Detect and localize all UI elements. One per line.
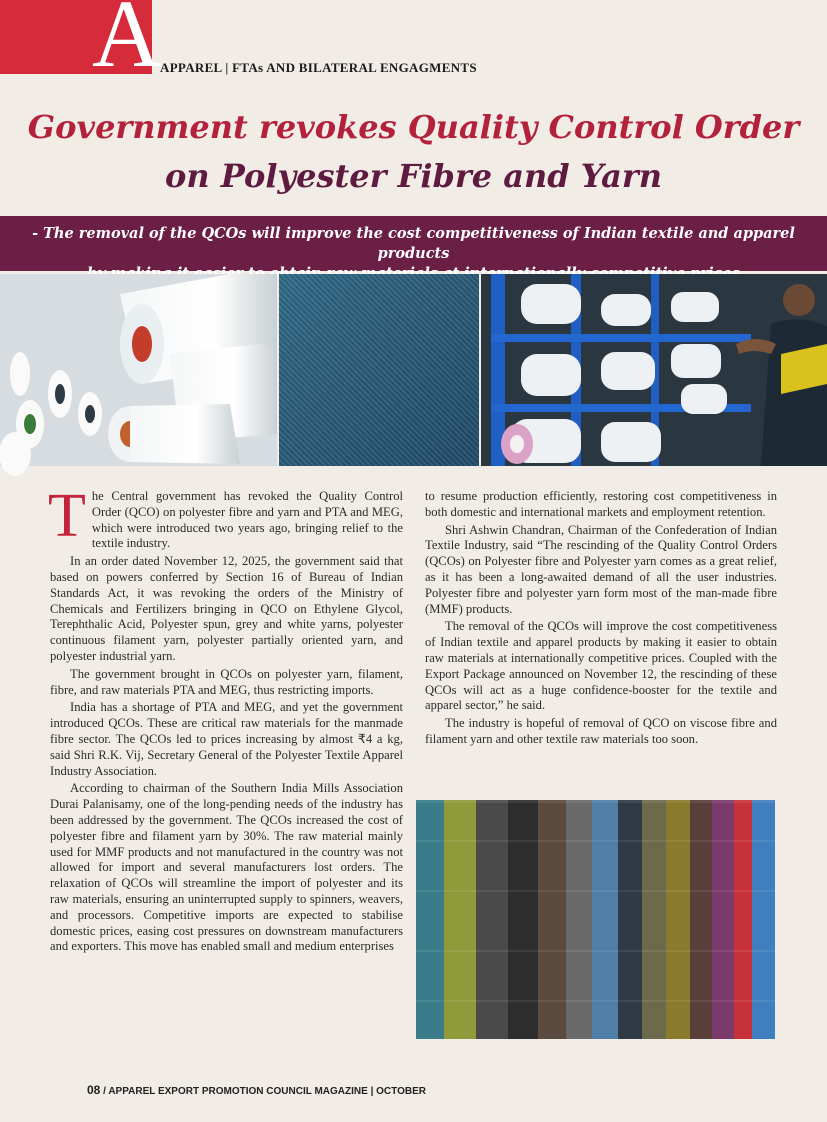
page-number: 08	[87, 1083, 101, 1097]
photo-spinning-machine	[481, 274, 827, 466]
article-paragraph-5-continued: to resume production efficiently, restoring cost competitiveness in both domestic and international markets and employment retention.	[425, 489, 777, 519]
article-paragraph-5: According to chairman of the Southern India Mills Association Durai Palanisamy, one of the long-pending needs of the industry has been addressed by the government. The QCOs increased the cost of polyester fibre and filament yarn by 30%. The raw material mainly used for MMF products and not manufactured in the country was not allowed for import and several manufacturers lost orders. The relaxation of QCOs will streamline the import of polyester and its raw materials, ensuring an uninterrupted supply to spinners, weavers, and processors. Competitive imports are expected to stabilise domestic prices, easing cost pressures on downstream manufacturers and exporters. This move has enabled small and medium enterprises	[50, 781, 403, 954]
yarn-cones-illustration	[0, 274, 277, 466]
article-paragraph-6: Shri Ashwin Chandran, Chairman of the Confederation of Indian Textile Industry, said “The rescinding of the Quality Control Orders (QCOs) on Polyester fibre and Polyester yarn comes as a great relief, as it has been a long-awaited demand of all the user industries. Polyester fibre and polyester yarn form most of the man-made fibre (MMF) products.	[425, 522, 777, 616]
headline-line-2: on Polyester Fibre and Yarn	[165, 157, 662, 195]
article-column-left	[48, 482, 403, 957]
article-paragraph-3: The government brought in QCOs on polyester yarn, filament, fibre, and raw materials PTA and MEG, thus restricting imports.	[50, 666, 403, 697]
section-tag: APPAREL | FTAs AND BILATERAL ENGAGMENTS	[160, 60, 477, 75]
article-paragraph-8: The industry is hopeful of removal of QCO on viscose fibre and filament yarn and other textile raw materials too soon.	[425, 716, 777, 746]
article-paragraph-4: India has a shortage of PTA and MEG, and yet the government introduced QCOs. These are critical raw materials for the manmade fibre sector. The QCOs led to prices increasing by almost ₹4 a kg, said Shri R.K. Vij, Secretary General of the Polyester Textile Apparel Industry Association.	[50, 700, 403, 778]
photo-yarn-cones	[0, 274, 277, 466]
headline-line-1: Government revokes Quality Control Order	[27, 108, 800, 146]
article-column-right	[425, 489, 777, 750]
article-paragraph-2: In an order dated November 12, 2025, the government said that based on powers conferred by Section 16 of Bureau of Indian Standards Act, it was revoking the orders of the Ministry of Chemicals and Fertilizers bringing in QCO on Ethylene Glycol, Terephthalic Acid, Polyester spun, grey and white yarns, polyester continuous filament yarn, polyester partially oriented yarn, and polyester industrial yarn.	[50, 554, 403, 663]
photo-fabric-rolls	[416, 800, 775, 1039]
brand-letter: A	[92, 0, 162, 87]
spinning-machine-illustration	[481, 274, 827, 466]
article-paragraph-7: The removal of the QCOs will improve the cost competitiveness of Indian textile and apparel products by making it easier to obtain raw materials at internationally competitive prices. Coupled with the Export Package announced on November 12, the rescinding of these QCOs will act as a huge confidence-booster for the textile and apparel sector,” he said.	[425, 619, 777, 713]
article-headline	[0, 104, 827, 202]
photo-blue-fabric	[279, 274, 479, 466]
paragraph-1-text: he Central government has revoked the Quality Control Order (QCO) on polyester fibre and yarn and PTA and MEG, which were introduced two years ago, bringing relief to the textile industry.	[91, 489, 403, 551]
footer-text: / APPAREL EXPORT PROMOTION COUNCIL MAGAZINE | OCTOBER	[103, 1086, 426, 1097]
banner-line-1: - The removal of the QCOs will improve the cost competitiveness of Indian textile and apparel products	[32, 225, 795, 262]
brand-logo-block	[0, 0, 162, 87]
dropcap: T	[48, 482, 86, 550]
article-paragraph-1	[48, 482, 403, 552]
subheading-banner	[0, 216, 827, 271]
photo-strip	[0, 274, 827, 466]
page-footer	[87, 1083, 426, 1097]
fabric-rolls-illustration	[416, 800, 775, 1039]
